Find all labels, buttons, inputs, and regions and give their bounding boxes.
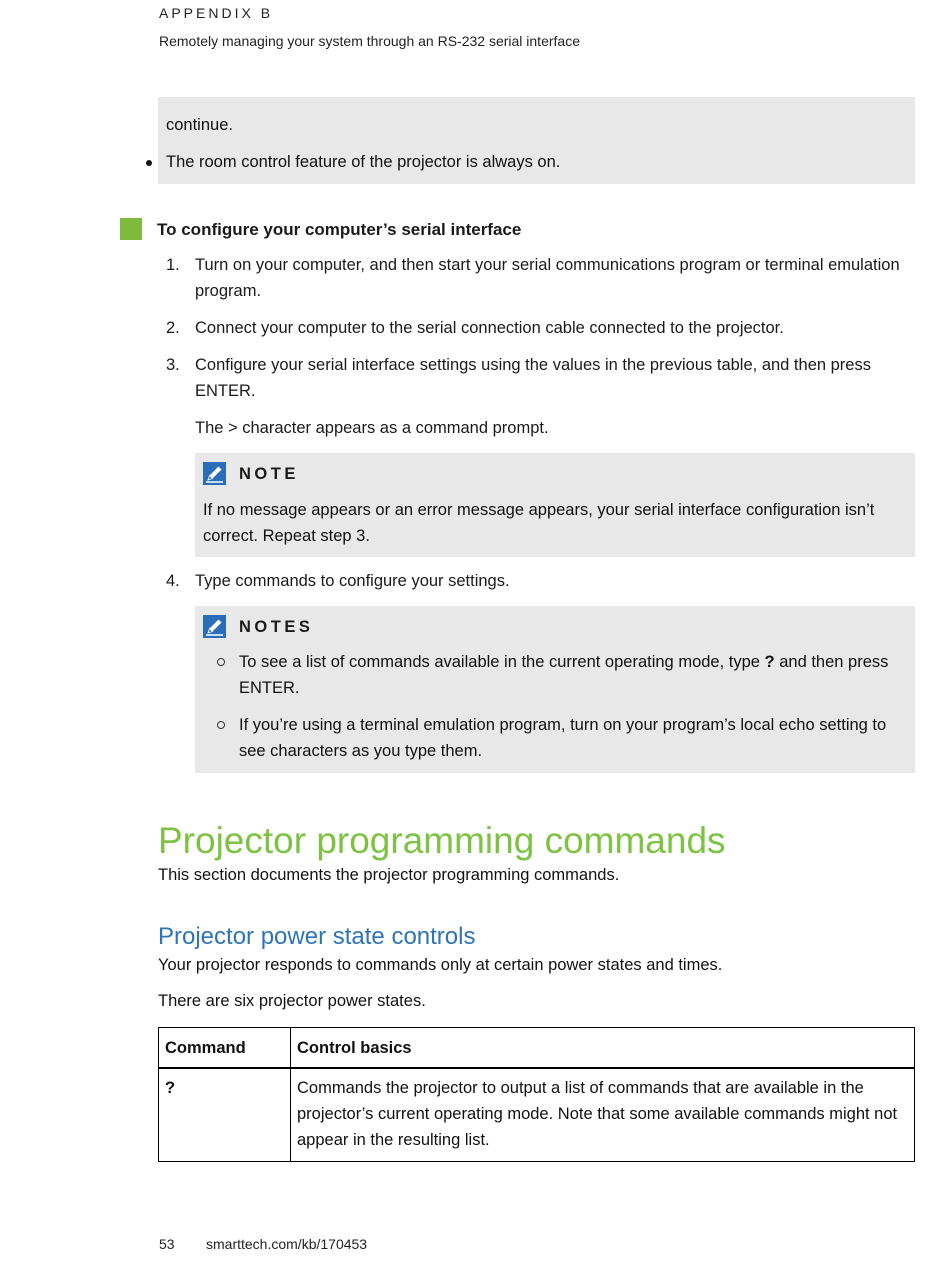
notes-item-text: To see a list of commands available in the current operating mode, type — [239, 653, 765, 671]
page-number: 53 — [159, 1236, 175, 1252]
chapter-subtitle: Remotely managing your system through an RS-232 serial interface — [159, 33, 580, 49]
step-number: 4. — [166, 572, 180, 590]
step-followup: The > character appears as a command prompt. — [195, 419, 549, 437]
appendix-label: APPENDIX B — [159, 5, 274, 21]
step-text: Connect your computer to the serial connection cable connected to the projector. — [195, 319, 784, 337]
bullet-text: The room control feature of the projector is always on. — [166, 153, 561, 171]
note-label: NOTE — [239, 465, 299, 483]
bullet-icon — [146, 160, 152, 166]
step-number: 2. — [166, 319, 180, 337]
circle-bullet-icon — [217, 658, 225, 666]
table-row — [159, 1068, 915, 1162]
note-pencil-icon — [203, 462, 226, 485]
table-header-cell: Command — [159, 1028, 291, 1069]
notes-item: If you’re using a terminal emulation program, turn on your program’s local echo setting to see characters as you type them. — [239, 716, 887, 760]
table-header-cell: Control basics — [291, 1028, 915, 1069]
procedure-square-icon — [120, 218, 142, 240]
step-number: 1. — [166, 256, 180, 274]
circle-bullet-icon — [217, 721, 225, 729]
notes-item — [239, 649, 907, 701]
step-text: Configure your serial interface settings using the values in the previous table, and then press ENTER. — [195, 356, 871, 400]
table-header-row — [159, 1028, 915, 1069]
subsection-title: Projector power state controls — [158, 923, 476, 950]
step-text: Type commands to configure your settings. — [195, 572, 510, 590]
footer-url: smarttech.com/kb/170453 — [206, 1236, 368, 1252]
section-title: Projector programming commands — [158, 820, 726, 861]
subsection-para: Your projector responds to commands only at certain power states and times. — [158, 956, 723, 974]
notes-label: NOTES — [239, 618, 314, 636]
step-number: 3. — [166, 356, 180, 374]
note-text: If no message appears or an error message appears, your serial interface configuration isn’t correct. Repeat step 3. — [203, 501, 875, 545]
section-intro: This section documents the projector programming commands. — [158, 866, 620, 884]
table-description-cell: Commands the projector to output a list of commands that are available in the projector’s current operating mode. Note that some available commands might not appear in the resulting list. — [291, 1068, 915, 1162]
notes-pencil-icon — [203, 615, 226, 638]
command-table — [158, 1027, 915, 1162]
step-text: Turn on your computer, and then start your serial communications program or terminal emulation program. — [195, 256, 900, 300]
subsection-para: There are six projector power states. — [158, 992, 426, 1010]
notes-item-bold: ? — [764, 653, 775, 671]
notes-item-text: and then press ENTER. — [239, 653, 889, 697]
procedure-title: To configure your computer’s serial interface — [157, 220, 522, 239]
continued-text: continue. — [166, 116, 233, 134]
table-command-cell: ? — [159, 1068, 291, 1162]
